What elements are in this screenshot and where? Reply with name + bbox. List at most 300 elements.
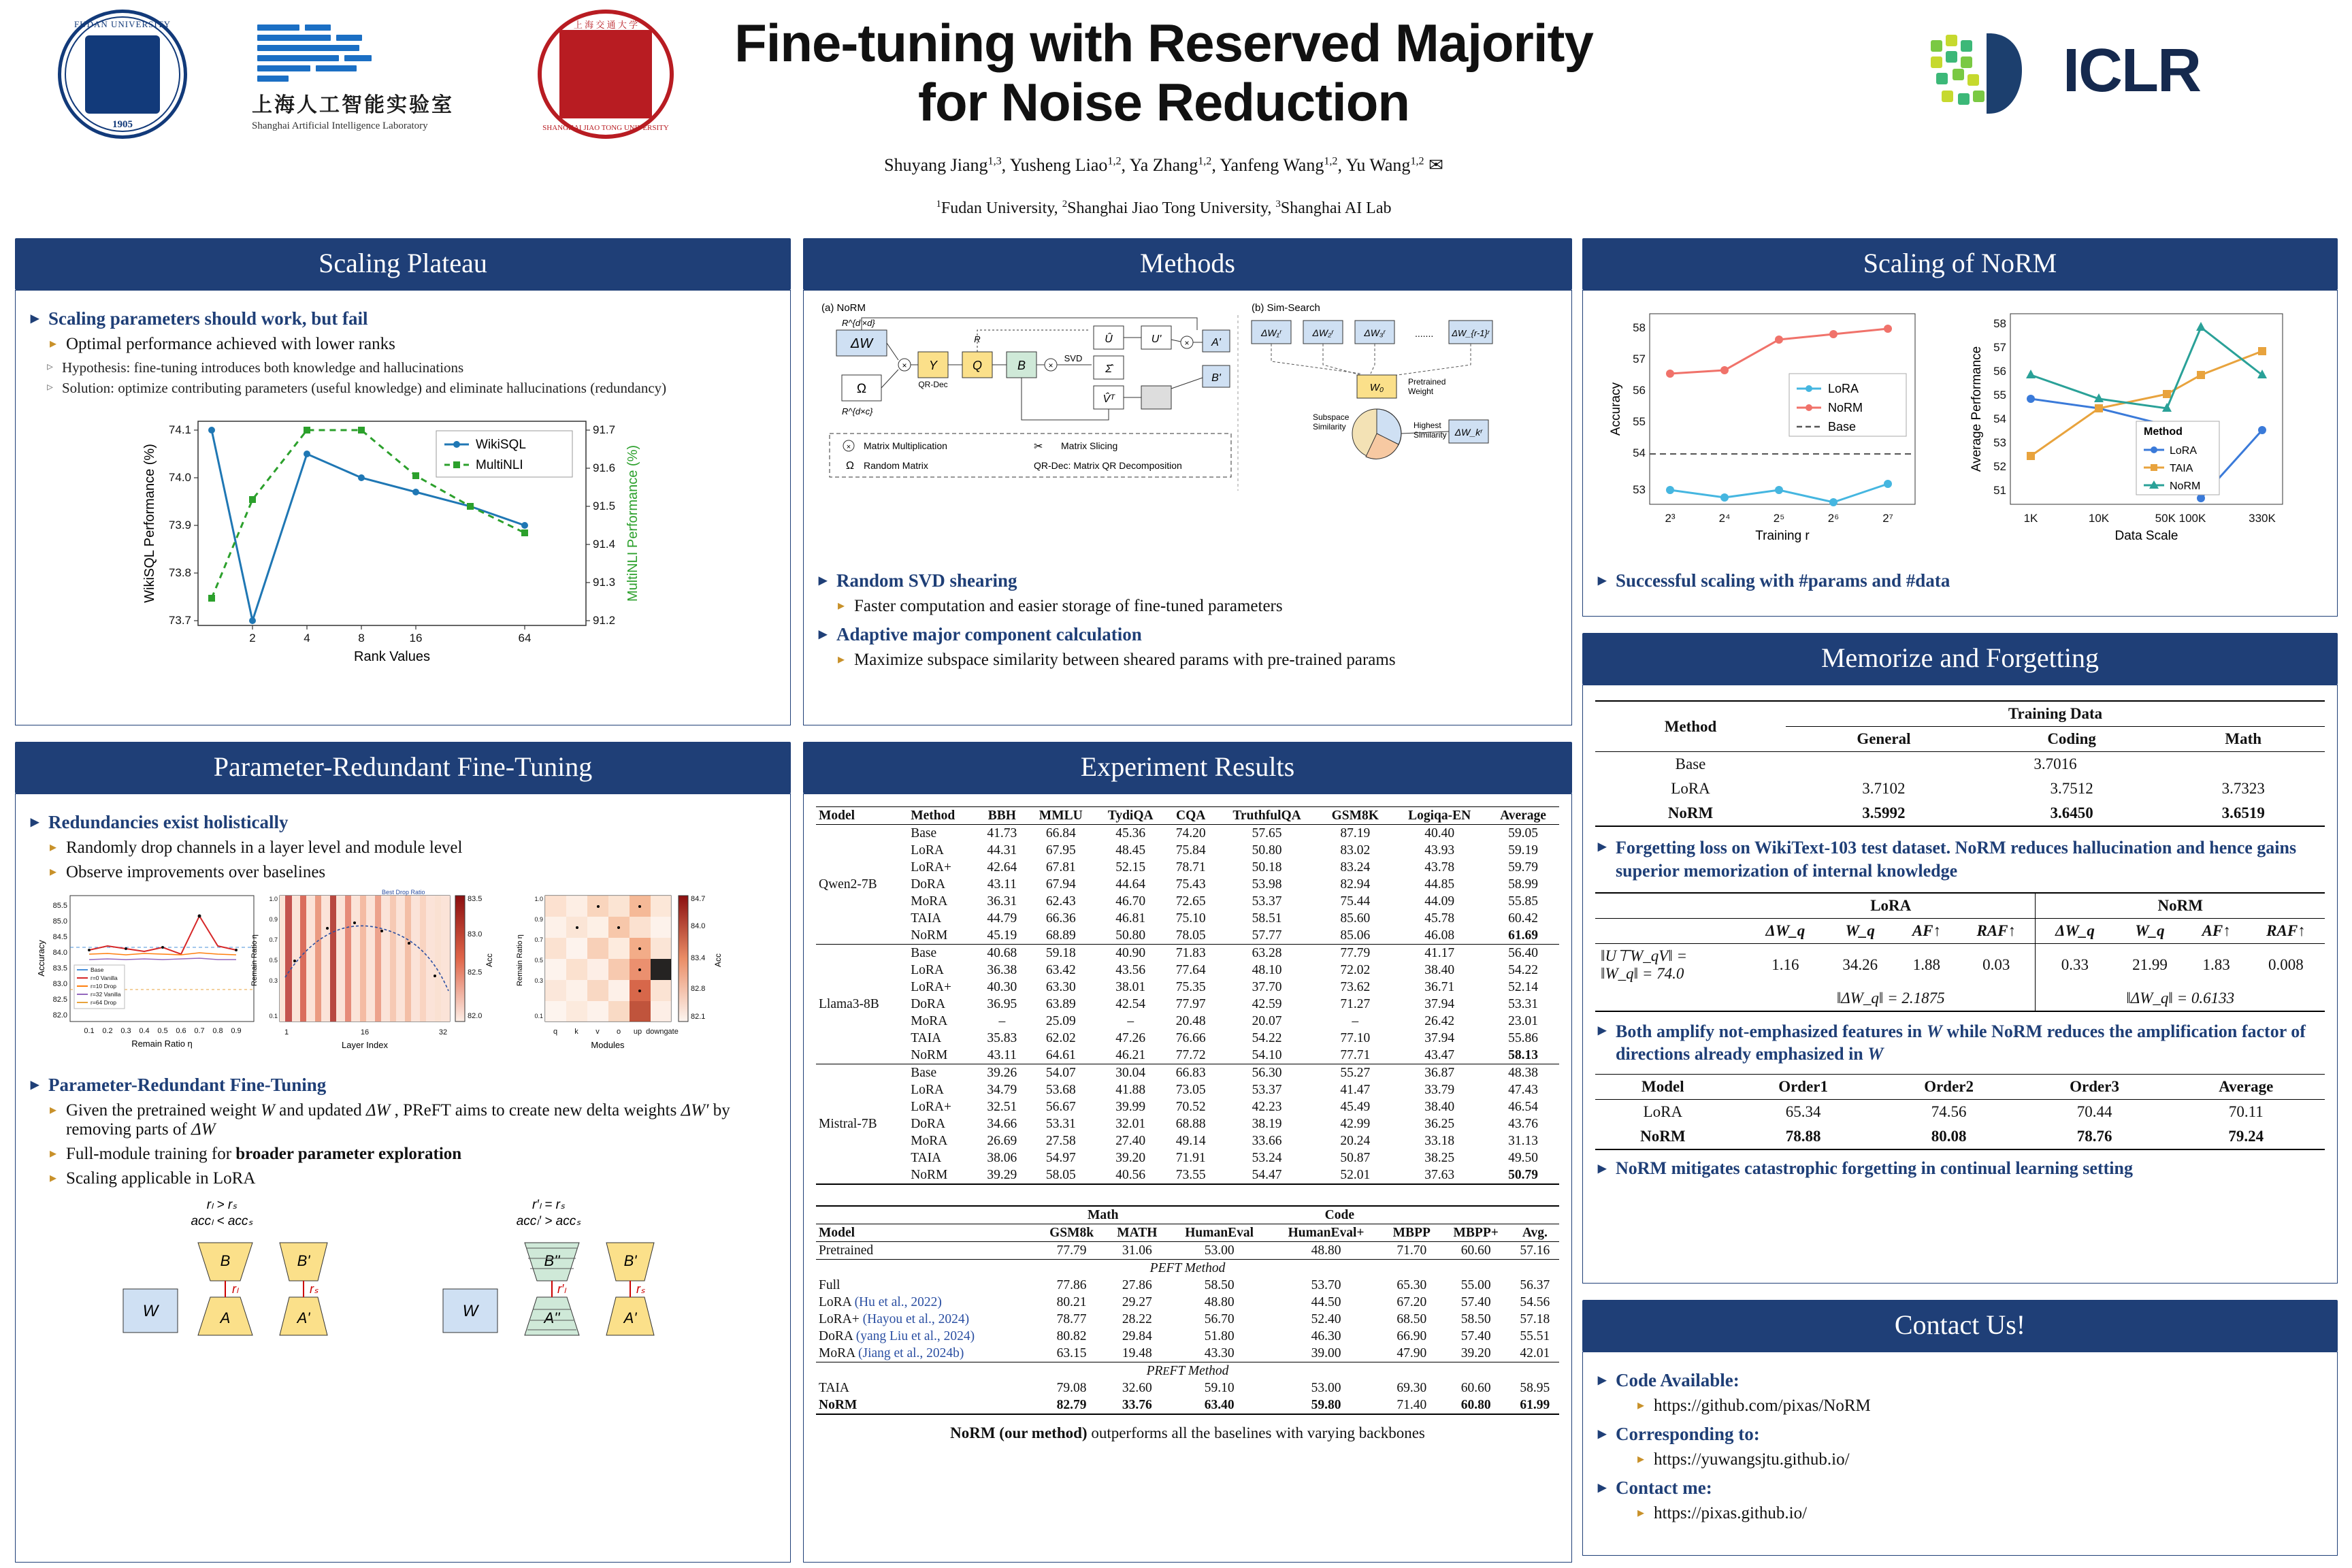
table-cell: 74.56 xyxy=(1931,1103,1967,1121)
svg-text:Similarity: Similarity xyxy=(1414,430,1447,440)
svg-text:0.7: 0.7 xyxy=(269,936,278,943)
figure-redundancy-analysis xyxy=(28,889,778,1062)
table-cell: 61.69 xyxy=(1508,928,1538,943)
table-cell: – xyxy=(998,1013,1006,1028)
svg-text:r=32 Vanilla: r=32 Vanilla xyxy=(91,991,121,998)
table-cell: 27.40 xyxy=(1115,1133,1146,1148)
table-row xyxy=(816,859,1559,876)
table-cell: 49.14 xyxy=(1175,1133,1206,1148)
table-header-cell: Model xyxy=(819,1225,855,1240)
table-cell: 53.37 xyxy=(1252,1082,1282,1097)
table-cell: 58.13 xyxy=(1508,1047,1538,1062)
table-cell: 82.79 xyxy=(1056,1397,1087,1412)
table-cell: 41.73 xyxy=(987,826,1017,840)
table-cell: 73.05 xyxy=(1175,1082,1206,1097)
svg-text:Base: Base xyxy=(1828,420,1857,434)
table-cell: 48.10 xyxy=(1252,962,1282,977)
svg-text:Best Drop Ratio: Best Drop Ratio xyxy=(382,889,425,896)
table-cell: 43.78 xyxy=(1424,860,1455,875)
table-cell: 57.40 xyxy=(1460,1294,1491,1309)
table-cell: LoRA xyxy=(1643,1103,1683,1121)
table-cell: 34.26 xyxy=(1842,956,1878,973)
bullet-forgetting-loss: ▸ Forgetting loss on WikiText-103 test dataset. NoRM reduces hallucination and hence gains superior memorization of internal knowledge xyxy=(1595,836,2325,883)
table-cell: 72.65 xyxy=(1175,894,1206,909)
panel-contact xyxy=(1582,1352,2338,1556)
table-cell: 78.88 xyxy=(1785,1128,1821,1145)
table-cell: 60.80 xyxy=(1460,1397,1491,1412)
table-row xyxy=(816,1149,1559,1166)
svg-text:Û: Û xyxy=(1105,333,1113,345)
table-cell: 77.72 xyxy=(1175,1047,1206,1062)
table-cell: 46.30 xyxy=(1311,1328,1341,1343)
table-cell: 61.99 xyxy=(1520,1397,1550,1412)
table-cell: 55.86 xyxy=(1508,1030,1538,1045)
title-line-1: Fine-tuning with Reserved Majority xyxy=(734,13,1593,73)
table-cell: 77.97 xyxy=(1175,996,1206,1011)
figure-preft-diagram xyxy=(28,1194,778,1401)
table-cell: 3.7512 xyxy=(2050,780,2093,797)
svg-text:58: 58 xyxy=(1993,317,2006,330)
table-row xyxy=(816,1064,1559,1082)
table-cell: 62.02 xyxy=(1045,1030,1076,1045)
table-cell-method: LoRA xyxy=(911,962,944,977)
contact-item-link[interactable]: ▸ https://pixas.github.io/ xyxy=(1635,1504,2325,1523)
table-cell: 70.52 xyxy=(1175,1099,1206,1114)
svg-text:×: × xyxy=(846,443,851,451)
table-cell: 1.83 xyxy=(2202,956,2230,973)
section-title-scaling-norm: Scaling of NoRM xyxy=(1582,238,2338,290)
table-row xyxy=(1595,1100,2325,1125)
table-cell: 63.40 xyxy=(1204,1397,1235,1412)
svg-text:r′ₗ = rₛ: r′ₗ = rₛ xyxy=(532,1198,566,1212)
svg-text:ΔW₂ʳ: ΔW₂ʳ xyxy=(1312,327,1334,338)
svg-text:0.7: 0.7 xyxy=(194,1027,205,1035)
table-cell: 31.06 xyxy=(1122,1243,1152,1258)
svg-text:82.1: 82.1 xyxy=(691,1013,706,1021)
svg-text:Acc: Acc xyxy=(713,953,723,968)
affiliation-list: $^1$Fudan University, $^2$Shanghai Jiao Tong University, $^3$Shanghai AI Lab xyxy=(936,199,1392,217)
svg-text:Q: Q xyxy=(972,359,983,372)
table-cell: 47.90 xyxy=(1396,1345,1427,1360)
table-header-cell: MBPP xyxy=(1392,1225,1431,1240)
table-cell: 57.16 xyxy=(1520,1243,1550,1258)
table-header-cell: BBH xyxy=(987,808,1016,823)
table-cell: 59.10 xyxy=(1204,1380,1235,1395)
table-header-cell: HumanEval+ xyxy=(1288,1225,1365,1240)
svg-text:Similarity: Similarity xyxy=(1313,422,1346,431)
svg-text:×: × xyxy=(1048,361,1054,370)
table-row xyxy=(816,945,1559,962)
svg-text:Remain Ratio η: Remain Ratio η xyxy=(131,1039,193,1049)
table-row xyxy=(816,1396,1559,1414)
panel-param-redundant xyxy=(15,794,791,1563)
table-cell: 25.09 xyxy=(1045,1013,1076,1028)
table-peft-results xyxy=(816,1205,1559,1415)
table-cell: 46.21 xyxy=(1115,1047,1146,1062)
table-cell-method: Base xyxy=(1675,755,1706,772)
table-cell: 43.47 xyxy=(1424,1047,1455,1062)
table-cell: 43.11 xyxy=(987,1047,1017,1062)
table-cell: 53.31 xyxy=(1508,996,1538,1011)
table-row xyxy=(816,979,1559,996)
table-cell: 75.10 xyxy=(1175,911,1206,926)
table-cell: 58.95 xyxy=(1520,1380,1550,1395)
svg-text:82.0: 82.0 xyxy=(52,1011,67,1019)
table-cell: 40.90 xyxy=(1115,945,1146,960)
table-cell-method: LoRA xyxy=(911,1082,944,1097)
table-cell: 43.30 xyxy=(1204,1345,1235,1360)
table-cell: 20.24 xyxy=(1340,1133,1371,1148)
svg-text:downgate: downgate xyxy=(646,1028,679,1036)
table-cell: 57.65 xyxy=(1252,826,1282,840)
table-row xyxy=(816,1277,1559,1294)
table-row xyxy=(816,1294,1559,1311)
table-row xyxy=(816,910,1559,927)
svg-text:×: × xyxy=(902,361,907,370)
table-cell: 36.71 xyxy=(1424,979,1455,994)
envelope-icon: ✉ xyxy=(1428,155,1443,175)
table-header-cell: GSM8K xyxy=(1331,808,1379,823)
table-cell-method: NoRM xyxy=(911,1047,948,1062)
table-header-cell: RAF↑ xyxy=(1976,921,2016,939)
table-cell: 60.60 xyxy=(1460,1243,1491,1258)
table-cell-model: DoRA (yang Liu et al., 2024) xyxy=(819,1328,975,1343)
svg-text:84.7: 84.7 xyxy=(691,895,706,903)
table-row-model: Llama3-8B xyxy=(819,996,879,1011)
bullet-preft-title: ▸ Parameter-Redundant Fine-Tuning xyxy=(28,1075,778,1096)
svg-text:0.6: 0.6 xyxy=(176,1027,186,1035)
table-cell: 44.09 xyxy=(1424,894,1455,909)
table-cell: 79.08 xyxy=(1056,1380,1087,1395)
table-cell: 1.88 xyxy=(1912,956,1941,973)
svg-text:W: W xyxy=(142,1302,159,1320)
table-cell-method: LoRA+ xyxy=(911,860,951,875)
svg-text:83.5: 83.5 xyxy=(52,964,67,973)
svg-text:57: 57 xyxy=(1993,341,2006,354)
table-cell: 44.79 xyxy=(987,911,1017,926)
table-cell: 56.30 xyxy=(1252,1065,1282,1080)
table-cell: 35.83 xyxy=(987,1030,1017,1045)
table-row xyxy=(816,1132,1559,1149)
table-row xyxy=(1595,777,2325,801)
table-header-cell: CQA xyxy=(1175,808,1206,823)
svg-text:Base: Base xyxy=(91,966,104,973)
svg-text:A': A' xyxy=(623,1309,637,1326)
table-cell: 44.64 xyxy=(1115,877,1146,892)
sjtu-logo-bottom-text: SHANGHAI JIAO TONG UNIVERSITY xyxy=(542,124,669,132)
panel-scaling-plateau xyxy=(15,290,791,725)
table-cell: 42.64 xyxy=(987,860,1017,875)
svg-text:ΔW₃ʳ: ΔW₃ʳ xyxy=(1364,327,1386,338)
bullet-faster-computation: ▸ Faster computation and easier storage of fine-tuned parameters xyxy=(835,597,1559,616)
svg-text:Σ̂: Σ̂ xyxy=(1105,363,1112,375)
svg-text:56: 56 xyxy=(1633,384,1646,397)
table-header-cell: Logiqa-EN xyxy=(1408,808,1471,823)
table-cell: 48.80 xyxy=(1311,1243,1341,1258)
figure-rank-scaling xyxy=(28,408,778,683)
svg-text:Layer Index: Layer Index xyxy=(342,1040,388,1050)
table-row xyxy=(816,1013,1559,1030)
table-cell: 85.60 xyxy=(1340,911,1371,926)
svg-text:r=0 Vanilla: r=0 Vanilla xyxy=(91,975,118,981)
page-title xyxy=(517,14,1810,133)
svg-text:W₀: W₀ xyxy=(1369,382,1384,393)
table-cell: 54.22 xyxy=(1252,1030,1282,1045)
table-cell-method: DoRA xyxy=(911,996,946,1011)
legend-qr-decomposition: QR-Dec: Matrix QR Decomposition xyxy=(1034,460,1182,471)
table-cell: 62.43 xyxy=(1045,894,1076,909)
table-cell: 46.70 xyxy=(1115,894,1146,909)
svg-text:50K 100K: 50K 100K xyxy=(2155,512,2206,525)
table-row xyxy=(816,1311,1559,1328)
svg-text:58: 58 xyxy=(1633,321,1646,334)
sail-bars-icon xyxy=(257,24,376,82)
svg-text:73.9: 73.9 xyxy=(168,519,191,532)
table-cell: 40.68 xyxy=(987,945,1017,960)
panel-experiments xyxy=(803,794,1572,1563)
table-cell: 45.36 xyxy=(1115,826,1146,840)
experiment-caption xyxy=(816,1424,1559,1442)
svg-text:0.9: 0.9 xyxy=(269,916,278,923)
table-row xyxy=(816,1379,1559,1396)
svg-text:LoRA: LoRA xyxy=(2170,445,2198,457)
table-cell: 71.70 xyxy=(1396,1243,1427,1258)
table-cell: 80.08 xyxy=(1931,1128,1967,1145)
table-cell: 63.30 xyxy=(1045,979,1076,994)
table-cell-label: ‖U⊤W_qV‖ = ‖W_q‖ = 74.0 xyxy=(1601,947,1688,982)
svg-text:55: 55 xyxy=(1993,389,2006,402)
figure-method-diagram xyxy=(816,300,1559,562)
iclr-logo xyxy=(1927,24,2308,122)
svg-text:LoRA: LoRA xyxy=(1828,382,1859,395)
svg-text:0.8: 0.8 xyxy=(212,1027,223,1035)
bullet-redundancies-exist: ▸ Redundancies exist holistically xyxy=(28,812,778,833)
table-cell: 55.85 xyxy=(1508,894,1538,909)
table-cell: 46.81 xyxy=(1115,911,1146,926)
table-cell: 60.42 xyxy=(1508,911,1538,926)
svg-text:R^{d'×d}: R^{d'×d} xyxy=(842,318,875,328)
title-line-2: for Noise Reduction xyxy=(917,72,1410,133)
table-amplification xyxy=(1595,892,2325,1012)
table-header-cell: MMLU xyxy=(1039,808,1083,823)
table-cell: 42.99 xyxy=(1340,1116,1371,1131)
table-cell: 43.56 xyxy=(1115,962,1146,977)
svg-text:51: 51 xyxy=(1993,484,2006,497)
table-cell: 39.99 xyxy=(1115,1099,1146,1114)
contact-item-link[interactable]: ▸ https://yuwangsjtu.github.io/ xyxy=(1635,1450,2325,1469)
table-cell: 58.50 xyxy=(1460,1311,1491,1326)
table-cell: 36.38 xyxy=(987,962,1017,977)
panel-methods xyxy=(803,290,1572,725)
table-cell: 3.6519 xyxy=(2221,804,2265,821)
table-cell: 76.66 xyxy=(1175,1030,1206,1045)
table-main-results xyxy=(816,806,1559,1185)
svg-text:Remain Ratio η: Remain Ratio η xyxy=(516,934,524,986)
table-cell: 59.19 xyxy=(1508,843,1538,858)
svg-text:4: 4 xyxy=(304,632,310,644)
table-cell: 55.27 xyxy=(1340,1065,1371,1080)
svg-text:Accuracy: Accuracy xyxy=(1609,382,1623,436)
table-cell: 43.11 xyxy=(987,877,1017,892)
table-cell-method: MoRA xyxy=(911,1133,948,1148)
table-cell: 77.64 xyxy=(1175,962,1206,977)
brain-icon xyxy=(1927,28,2049,120)
svg-text:accₗ < accₛ: accₗ < accₛ xyxy=(191,1214,253,1228)
table-cell: 40.30 xyxy=(987,979,1017,994)
table-memorize xyxy=(1595,700,2325,827)
contact-item-label: ▸ Code Available: ▸ https://github.com/pixas/NoRM xyxy=(1595,1370,2325,1416)
table-cell-method: NoRM xyxy=(911,1167,948,1182)
table-cell: 54.97 xyxy=(1045,1150,1076,1165)
svg-text:91.5: 91.5 xyxy=(593,500,616,512)
svg-text:×: × xyxy=(1184,338,1190,348)
table-cell: 63.28 xyxy=(1252,945,1282,960)
table-row xyxy=(816,842,1559,859)
svg-text:QR-Dec: QR-Dec xyxy=(918,380,948,389)
table-cell: 69.30 xyxy=(1396,1380,1427,1395)
fudan-university-logo xyxy=(58,10,187,139)
table-cell: 57.18 xyxy=(1520,1311,1550,1326)
svg-text:0.1: 0.1 xyxy=(534,1013,543,1019)
section-title-memorize: Memorize and Forgetting xyxy=(1582,633,2338,685)
table-section-label: PREFT Method xyxy=(1146,1363,1229,1378)
svg-text:Ω: Ω xyxy=(856,382,867,396)
svg-text:82.8: 82.8 xyxy=(691,985,706,993)
table-cell-method: TAIA xyxy=(911,911,942,926)
contact-item-link[interactable]: ▸ https://github.com/pixas/NoRM xyxy=(1635,1396,2325,1416)
contact-item-label: ▸ Contact me: ▸ https://pixas.github.io/ xyxy=(1595,1477,2325,1523)
table-cell: 55.00 xyxy=(1460,1277,1491,1292)
table-cell: 40.40 xyxy=(1424,826,1455,840)
svg-text:83.0: 83.0 xyxy=(52,980,67,988)
table-cell: 42.54 xyxy=(1115,996,1146,1011)
section-title-param-redundant: Parameter-Redundant Fine-Tuning xyxy=(15,742,791,794)
table-cell: 32.01 xyxy=(1115,1116,1146,1131)
table-cell: 41.47 xyxy=(1340,1082,1371,1097)
table-cell-model: NoRM xyxy=(819,1397,858,1412)
table-header-group: Code xyxy=(1169,1206,1511,1224)
table-cell: 26.69 xyxy=(987,1133,1017,1148)
table-header-cell: Avg. xyxy=(1522,1225,1548,1240)
svg-text:0.4: 0.4 xyxy=(139,1027,150,1035)
table-cell: 0.33 xyxy=(2036,943,2114,986)
table-cell: 32.51 xyxy=(987,1099,1017,1114)
table-header-cell: Order1 xyxy=(1778,1078,1829,1096)
svg-text:Pretrained: Pretrained xyxy=(1408,377,1446,387)
table-cell: – xyxy=(1127,1013,1134,1028)
table-row xyxy=(816,1242,1559,1260)
svg-text:32: 32 xyxy=(438,1028,448,1036)
bullet-full-module-training: ▸ Full-module training for broader parameter exploration xyxy=(47,1145,778,1164)
table-cell-method: Base xyxy=(911,826,937,840)
table-header-group: Math xyxy=(1037,1206,1168,1224)
poster-header xyxy=(0,0,2352,225)
table-cell-norm-right: ‖ΔW_q‖ = 0.6133 xyxy=(2036,986,2325,1011)
table-header-cell: Model xyxy=(1642,1078,1684,1096)
table-cell: 67.20 xyxy=(1396,1294,1427,1309)
svg-text:U': U' xyxy=(1151,333,1162,345)
table-cell: 19.48 xyxy=(1122,1345,1152,1360)
svg-text:0.7: 0.7 xyxy=(534,936,543,943)
svg-text:330K: 330K xyxy=(2249,512,2276,525)
svg-text:R^{d×c}: R^{d×c} xyxy=(842,406,873,416)
table-cell-method: Base xyxy=(911,1065,937,1080)
table-cell: 37.94 xyxy=(1424,1030,1455,1045)
table-cell: 38.06 xyxy=(987,1150,1017,1165)
bullet-scaling-lora: ▸ Scaling applicable in LoRA xyxy=(47,1169,778,1188)
table-cell: 53.70 xyxy=(1311,1277,1341,1292)
table-row-model: Qwen2-7B xyxy=(819,877,877,892)
table-cell-method: LoRA xyxy=(911,843,944,858)
table-header-cell: GSM8k xyxy=(1049,1225,1094,1240)
table-row xyxy=(1595,752,2325,777)
right-column xyxy=(1582,238,2338,1556)
table-cell-method: Base xyxy=(911,945,937,960)
svg-text:Data Scale: Data Scale xyxy=(2114,529,2178,543)
table-cell: 75.43 xyxy=(1175,877,1206,892)
table-header-cell: AF↑ xyxy=(1912,921,1942,939)
table-cell: 74.20 xyxy=(1175,826,1206,840)
table-header-cell: Average xyxy=(2219,1078,2274,1096)
svg-text:0.3: 0.3 xyxy=(534,977,543,984)
svg-text:MultiNLI: MultiNLI xyxy=(476,458,523,472)
svg-text:74.1: 74.1 xyxy=(168,423,191,436)
svg-text:53: 53 xyxy=(1993,436,2006,449)
table-cell: 3.6450 xyxy=(2050,804,2093,821)
table-cell: 70.44 xyxy=(2076,1103,2112,1121)
table-cell: 56.67 xyxy=(1045,1099,1076,1114)
table-cell-model: MoRA (Jiang et al., 2024b) xyxy=(819,1345,964,1360)
table-cell: 38.19 xyxy=(1252,1116,1282,1131)
svg-text:Acc: Acc xyxy=(485,953,494,968)
svg-text:Remain Ratio η: Remain Ratio η xyxy=(250,934,259,986)
table-cell: 43.93 xyxy=(1424,843,1455,858)
table-cell: 40.56 xyxy=(1115,1167,1146,1182)
section-title-scaling-plateau: Scaling Plateau xyxy=(15,238,791,290)
table-cell: 50.79 xyxy=(1508,1167,1538,1182)
table-row xyxy=(816,1030,1559,1047)
table-cell: 59.80 xyxy=(1311,1397,1341,1412)
table-row xyxy=(1595,1124,2325,1149)
svg-text:Modules: Modules xyxy=(591,1040,625,1050)
svg-text:0.1: 0.1 xyxy=(269,1013,278,1019)
table-cell: 43.76 xyxy=(1508,1116,1538,1131)
bullet-random-drop-channels: ▸ Randomly drop channels in a layer level and module level xyxy=(47,838,778,858)
svg-text:0.3: 0.3 xyxy=(120,1027,131,1035)
svg-text:B'': B'' xyxy=(544,1252,560,1269)
svg-text:rₛ: rₛ xyxy=(636,1282,645,1296)
table-header-cell xyxy=(1511,1206,1559,1224)
table-cell: 34.66 xyxy=(987,1116,1017,1131)
table-cell: 53.00 xyxy=(1311,1380,1341,1395)
svg-text:2⁷: 2⁷ xyxy=(1882,512,1893,525)
table-cell: 59.18 xyxy=(1045,945,1076,960)
table-header-cell: RAF↑ xyxy=(2266,921,2306,939)
svg-text:0.2: 0.2 xyxy=(102,1027,113,1035)
table-cell: 20.48 xyxy=(1175,1013,1206,1028)
svg-text:82.5: 82.5 xyxy=(52,996,67,1004)
svg-text:Subspace: Subspace xyxy=(1313,412,1350,422)
table-cell-method: DoRA xyxy=(911,1116,946,1131)
svg-text:52: 52 xyxy=(1993,460,2006,473)
legend-random-matrix-symbol: Ω xyxy=(846,460,854,472)
svg-text:83.4: 83.4 xyxy=(691,954,706,962)
table-header-group: LoRA xyxy=(1746,893,2036,919)
table-cell: 56.40 xyxy=(1508,945,1538,960)
table-cell: 20.07 xyxy=(1252,1013,1282,1028)
table-cell: 33.18 xyxy=(1424,1133,1455,1148)
svg-text:R: R xyxy=(974,334,981,344)
